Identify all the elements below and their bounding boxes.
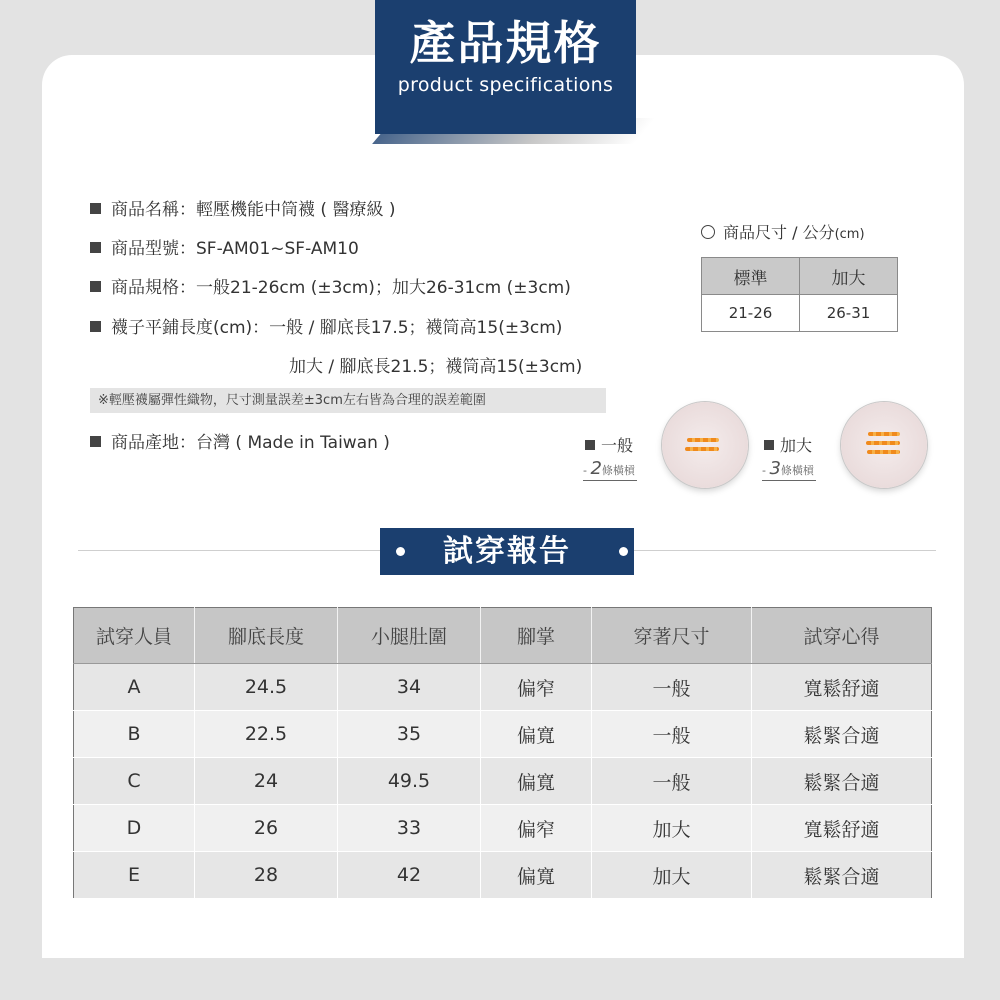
- header-foot-length: 腳底長度: [195, 608, 338, 664]
- fabric-large-swatch: [841, 402, 927, 488]
- table-row: [74, 852, 932, 899]
- cell-foot-length: 24: [195, 758, 338, 805]
- size-value-standard: 21-26: [702, 295, 800, 332]
- fabric-normal-swatch: [662, 402, 748, 488]
- header-tester: 試穿人員: [74, 608, 195, 664]
- trial-report-table: [73, 607, 932, 899]
- cell-feedback: 寬鬆舒適: [752, 664, 932, 711]
- spec-item-origin: 商品產地：台灣 ( Made in Taiwan ): [90, 428, 390, 453]
- size-header-large: 加大: [800, 258, 898, 295]
- circle-bullet-icon: [701, 225, 715, 239]
- page-title: 產品規格: [409, 16, 602, 70]
- size-table-title: 商品尺寸 / 公分(cm): [701, 220, 865, 243]
- square-bullet-icon: [764, 440, 774, 450]
- cell-size-worn: 加大: [592, 852, 752, 899]
- table-row: [74, 664, 932, 711]
- fabric-large-caption: - 3條橫槓: [762, 458, 814, 479]
- spec-item-model: 商品型號：SF-AM01~SF-AM10: [90, 234, 359, 259]
- square-bullet-icon: [90, 242, 101, 253]
- spec-item-length: 襪子平鋪長度(cm)：一般 / 腳底長17.5；襪筒高15(±3cm): [90, 313, 562, 338]
- fabric-stripe: [685, 447, 719, 451]
- fabric-normal-caption: - 2條橫槓: [583, 458, 635, 479]
- cell-size-worn: 一般: [592, 664, 752, 711]
- fabric-large-label: 加大: [764, 433, 812, 456]
- cell-size-worn: 加大: [592, 805, 752, 852]
- header-size-worn: 穿著尺寸: [592, 608, 752, 664]
- cell-tester: A: [74, 664, 195, 711]
- square-bullet-icon: [90, 321, 101, 332]
- report-title-banner: [380, 528, 634, 575]
- cell-sole: 偏寬: [481, 758, 592, 805]
- header-feedback: 試穿心得: [752, 608, 932, 664]
- fabric-stripe: [866, 441, 900, 445]
- table-row: [74, 805, 932, 852]
- cell-calf: 42: [338, 852, 481, 899]
- dot-icon: [619, 547, 628, 556]
- spec-item-size: 商品規格：一般21-26cm (±3cm)；加大26-31cm (±3cm): [90, 273, 571, 298]
- size-table: [701, 257, 898, 332]
- size-value-large: 26-31: [800, 295, 898, 332]
- cell-foot-length: 22.5: [195, 711, 338, 758]
- cell-foot-length: 24.5: [195, 664, 338, 711]
- fabric-stripe: [868, 432, 900, 436]
- square-bullet-icon: [90, 281, 101, 292]
- header-sole: 腳掌: [481, 608, 592, 664]
- cell-size-worn: 一般: [592, 711, 752, 758]
- fabric-normal-label: 一般: [585, 433, 633, 456]
- cell-calf: 34: [338, 664, 481, 711]
- table-row: [74, 758, 932, 805]
- square-bullet-icon: [90, 436, 101, 447]
- cell-tester: D: [74, 805, 195, 852]
- cell-sole: 偏窄: [481, 805, 592, 852]
- table-row: [74, 711, 932, 758]
- cell-foot-length: 28: [195, 852, 338, 899]
- cell-tester: B: [74, 711, 195, 758]
- spec-item-length-large: 加大 / 腳底長21.5；襪筒高15(±3cm): [289, 357, 583, 377]
- cell-sole: 偏寬: [481, 852, 592, 899]
- fabric-stripe: [687, 438, 719, 442]
- cell-tester: C: [74, 758, 195, 805]
- square-bullet-icon: [90, 203, 101, 214]
- size-header-standard: 標準: [702, 258, 800, 295]
- page-title-banner: [375, 0, 636, 134]
- cell-feedback: 寬鬆舒適: [752, 805, 932, 852]
- dot-icon: [396, 547, 405, 556]
- spec-item-name: 商品名稱：輕壓機能中筒襪 ( 醫療級 ): [90, 195, 395, 220]
- cell-calf: 33: [338, 805, 481, 852]
- cell-feedback: 鬆緊合適: [752, 852, 932, 899]
- cell-sole: 偏窄: [481, 664, 592, 711]
- cell-sole: 偏寬: [481, 711, 592, 758]
- cell-size-worn: 一般: [592, 758, 752, 805]
- spec-note: ※輕壓襪屬彈性織物，尺寸測量誤差±3cm左右皆為合理的誤差範圍: [90, 388, 606, 413]
- report-title: 試穿報告: [443, 534, 571, 569]
- page-subtitle: product specifications: [397, 74, 614, 96]
- square-bullet-icon: [585, 440, 595, 450]
- cell-feedback: 鬆緊合適: [752, 711, 932, 758]
- fabric-stripe: [867, 450, 900, 454]
- cell-feedback: 鬆緊合適: [752, 758, 932, 805]
- cell-calf: 49.5: [338, 758, 481, 805]
- cell-foot-length: 26: [195, 805, 338, 852]
- table-header-row: [74, 608, 932, 664]
- header-calf: 小腿肚圍: [338, 608, 481, 664]
- cell-calf: 35: [338, 711, 481, 758]
- cell-tester: E: [74, 852, 195, 899]
